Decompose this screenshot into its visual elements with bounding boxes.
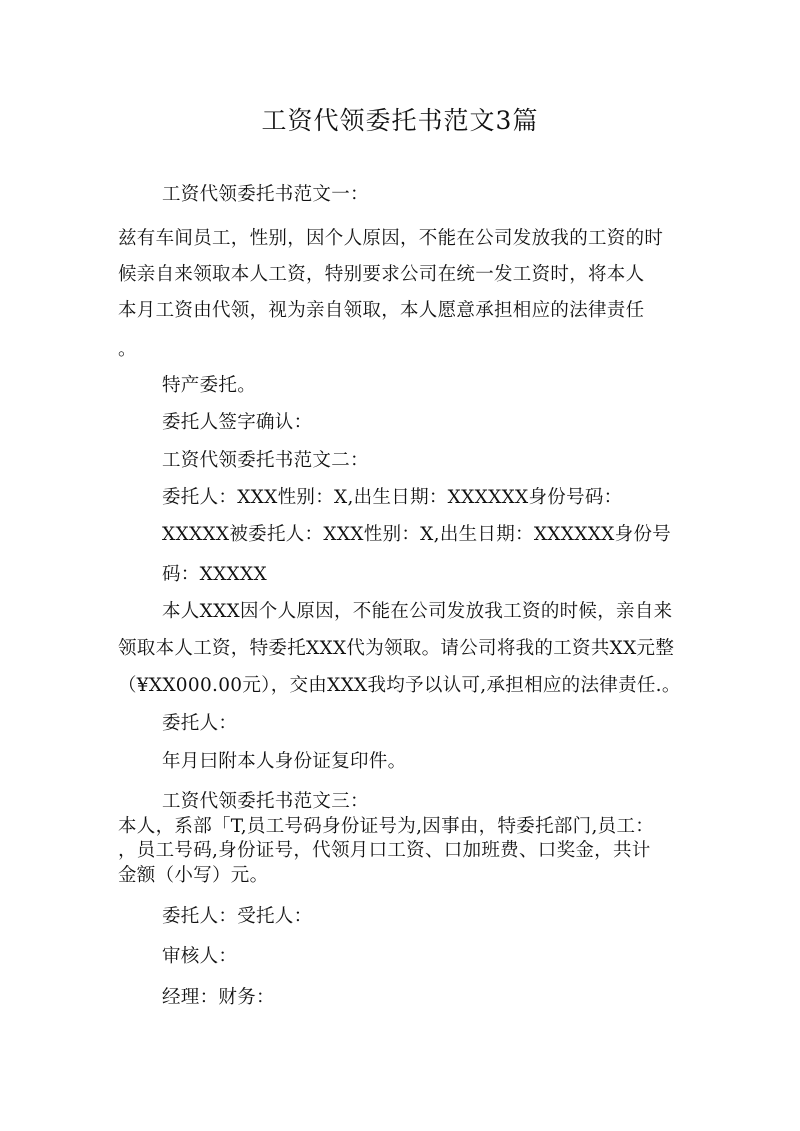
section1-special: 特产委托。 [162,375,257,396]
section1-body-line: 兹有车间员工，性别，因个人原因，不能在公司发放我的工资的时 [118,228,664,249]
section1-body-line: 。 [118,339,137,360]
section2-info-line: 委托人：XXX性别：X,出生日期：XXXXXX身份号码： [162,487,623,508]
section2-heading: 工资代领委托书范文二： [162,450,369,471]
section2-body-line: 领取本人工资，特委托XXX代为领取。请公司将我的工资共XX元整 [118,638,675,659]
section3-parties: 委托人：受托人： [162,906,313,927]
section2-body-line: （¥XX000.00元），交由XXX我均予以认可,承担相应的法律责任.。 [118,675,681,696]
section2-info-line: 码：XXXXX [162,564,267,585]
section3-body-line: 本人，系部「T,员工号码身份证号为,因事由，特委托部门,员工： [118,816,655,837]
section3-heading: 工资代领委托书范文三： [162,791,369,812]
section3-reviewer: 审核人： [162,946,238,967]
section2-attachment: 年月曰附本人身份证复印件。 [162,751,407,772]
section2-info-line: XXXXX被委托人：XXX性别：X,出生日期：XXXXXX身份号 [162,524,672,545]
section1-body-line: 候亲自来领取本人工资，特别要求公司在统一发工资时，将本人 [118,264,645,285]
document-title: 工资代领委托书范文3篇 [261,106,539,135]
section1-signature: 委托人签字确认： [162,412,313,433]
section3-body-line: ，员工号码,身份证号，代领月口工资、口加班费、口奖金，共计 [118,840,651,861]
section1-heading: 工资代领委托书范文一： [162,184,369,205]
section2-principal: 委托人： [162,713,238,734]
section1-body-line: 本月工资由代领，视为亲自领取，本人愿意承担相应的法律责任 [118,300,645,321]
section3-body-line: 金额（小写）元。 [118,865,269,886]
section3-manager: 经理：财务： [162,987,275,1008]
section2-body-line: 本人XXX因个人原因，不能在公司发放我工资的时候，亲自来 [162,601,673,622]
